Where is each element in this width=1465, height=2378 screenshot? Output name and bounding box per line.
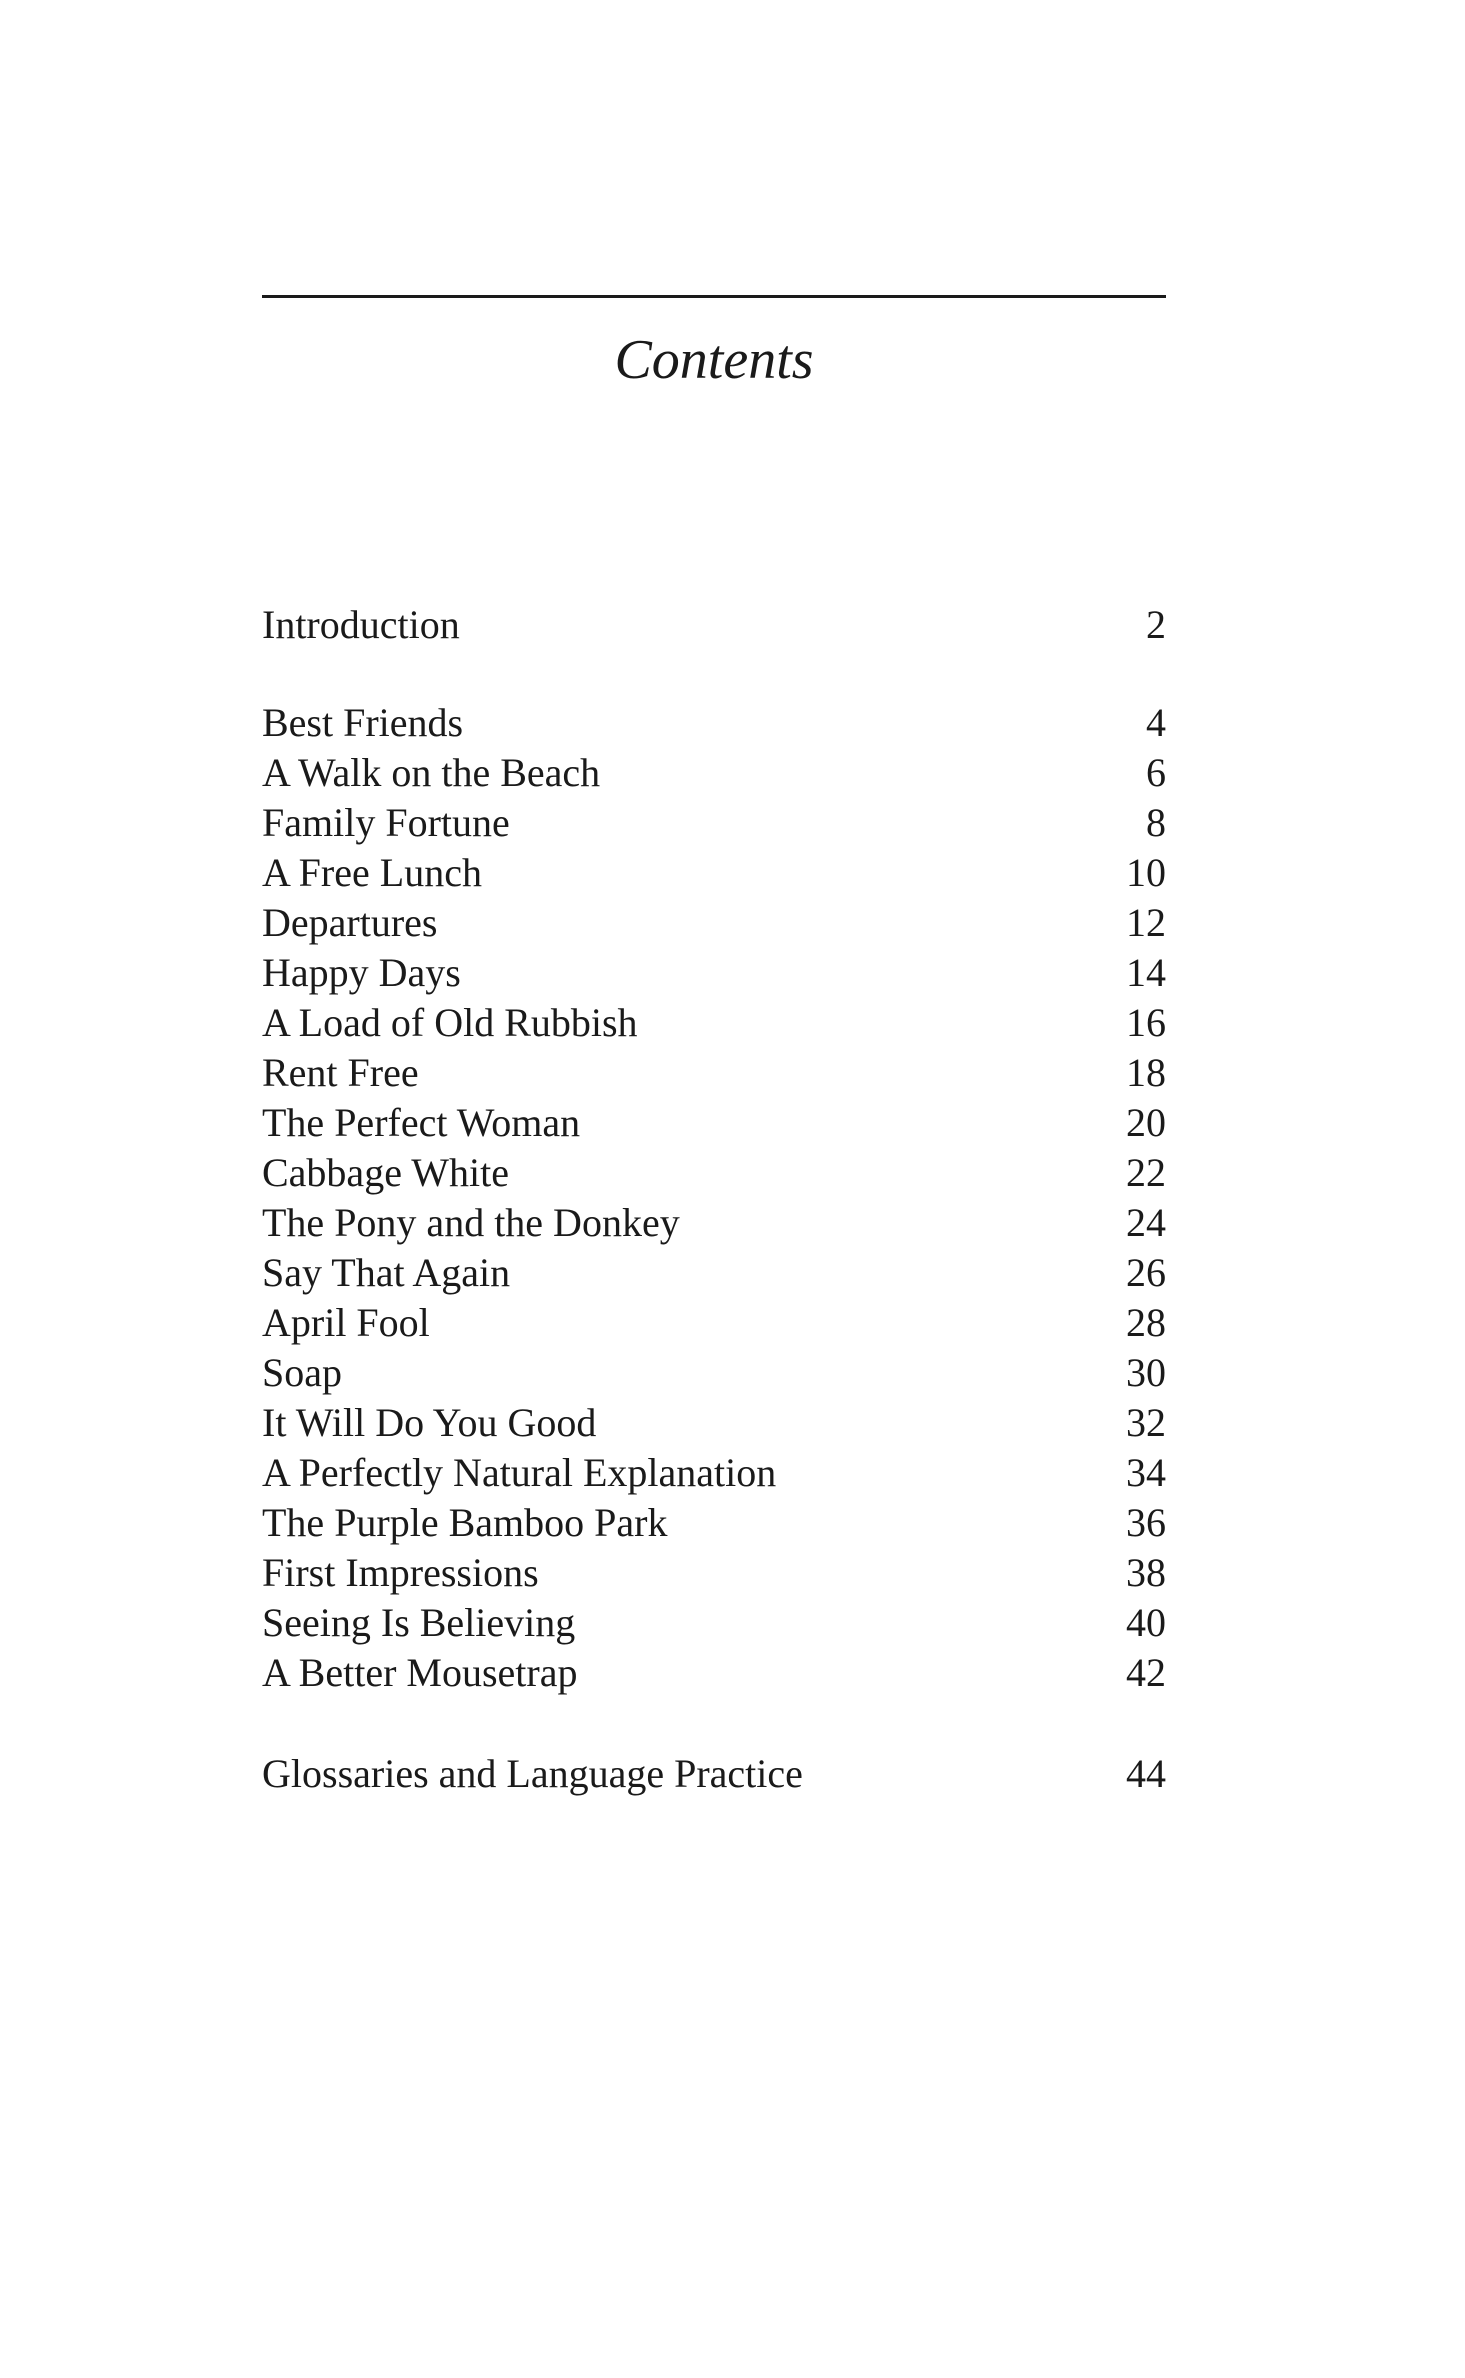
toc-entry-page: 32 [1126,1400,1166,1445]
toc-entry-glossaries[interactable] [262,1749,1166,1799]
toc-entry[interactable] [262,1298,1166,1348]
toc-entry[interactable] [262,748,1166,798]
toc-entry[interactable] [262,948,1166,998]
toc-entry-page: 30 [1126,1350,1166,1395]
toc-entry-page: 24 [1126,1200,1166,1245]
toc-entry[interactable] [262,1448,1166,1498]
toc-entry-title: It Will Do You Good [262,1400,597,1445]
toc-entry[interactable] [262,1498,1166,1548]
toc-entry-page: 42 [1126,1650,1166,1695]
toc-entry-title: Seeing Is Believing [262,1600,576,1645]
toc-entry-title: The Pony and the Donkey [262,1200,680,1245]
toc-entry[interactable] [262,998,1166,1048]
toc-front-matter [262,600,1166,650]
toc-entry-page: 20 [1126,1100,1166,1145]
toc-entry[interactable] [262,698,1166,748]
toc-entry[interactable] [262,1198,1166,1248]
toc-entry[interactable] [262,1248,1166,1298]
toc-entry[interactable] [262,1098,1166,1148]
toc-entry-title: A Walk on the Beach [262,750,601,795]
toc-entry[interactable] [262,1598,1166,1648]
toc-entry-page: 36 [1126,1500,1166,1545]
toc-entry-title: Family Fortune [262,800,510,845]
toc-entry-page: 28 [1126,1300,1166,1345]
toc-entry-page: 4 [1146,700,1166,745]
toc-entry-page: 34 [1126,1450,1166,1495]
toc-entry-title: Rent Free [262,1050,419,1095]
toc-entry-page: 12 [1126,900,1166,945]
toc-entry-title: A Perfectly Natural Explanation [262,1450,777,1495]
toc-back-matter [262,1749,1166,1799]
toc-entry[interactable] [262,1648,1166,1698]
toc-entry-page: 18 [1126,1050,1166,1095]
toc-entry[interactable] [262,848,1166,898]
toc-entry[interactable] [262,1048,1166,1098]
toc-entry[interactable] [262,1398,1166,1448]
toc-entry-title: The Purple Bamboo Park [262,1500,668,1545]
page-title: Contents [614,329,814,391]
toc-entry-page: 26 [1126,1250,1166,1295]
toc-entry-page: 8 [1146,800,1166,845]
toc-entry[interactable] [262,1548,1166,1598]
toc-entry-page: 6 [1146,750,1166,795]
toc-entry-title: A Load of Old Rubbish [262,1000,638,1045]
toc-entry-title: Introduction [262,602,460,647]
toc-entry-title: A Better Mousetrap [262,1650,578,1695]
toc-entry-introduction[interactable] [262,600,1166,650]
toc-entry-title: Glossaries and Language Practice [262,1751,803,1796]
toc-entry-title: Departures [262,900,438,945]
toc-entry[interactable] [262,898,1166,948]
toc-entry-title: April Fool [262,1300,430,1345]
toc-entry-title: The Perfect Woman [262,1100,581,1145]
toc-entry-title: Happy Days [262,950,461,995]
toc-entry-page: 40 [1126,1600,1166,1645]
toc-entry-title: Soap [262,1350,342,1395]
toc-entry-page: 10 [1126,850,1166,895]
toc-entry-title: Best Friends [262,700,464,745]
toc-entry-page: 22 [1126,1150,1166,1195]
toc-entry-page: 16 [1126,1000,1166,1045]
toc-entry-title: A Free Lunch [262,850,482,895]
toc-entry-title: Say That Again [262,1250,511,1295]
toc-entry-title: Cabbage White [262,1150,509,1195]
toc-entry[interactable] [262,798,1166,848]
toc-entry[interactable] [262,1348,1166,1398]
toc-entry-page: 2 [1146,602,1166,647]
toc-entry-page: 38 [1126,1550,1166,1595]
toc-entry-title: First Impressions [262,1550,539,1595]
toc-entry-page: 44 [1126,1751,1166,1796]
toc-entry[interactable] [262,1148,1166,1198]
toc-stories-list [262,698,1166,1698]
toc-entry-page: 14 [1126,950,1166,995]
top-rule [262,295,1166,298]
